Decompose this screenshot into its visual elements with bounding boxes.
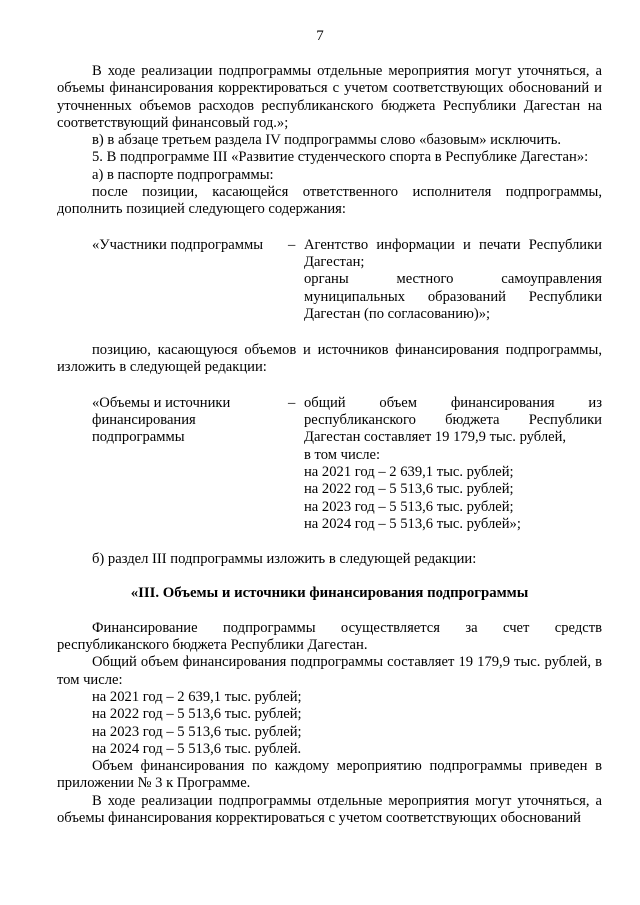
paragraph-9: Общий объем финансирования подпрограммы составляет 19 179,9 тыс. рублей, в том числе: bbox=[57, 654, 602, 688]
entry-value-line: на 2024 год – 5 513,6 тыс. рублей»; bbox=[304, 515, 521, 532]
year-line-2022: на 2022 год – 5 513,6 тыс. рублей; bbox=[92, 706, 302, 723]
entry-value-line: в том числе: bbox=[304, 446, 381, 463]
paragraph-3: 5. В подпрограмме III «Развитие студенческого спорта в Республике Дагестан»: bbox=[92, 149, 589, 166]
year-line-2021: на 2021 год – 2 639,1 тыс. рублей; bbox=[92, 688, 302, 705]
entry-value-line: на 2021 год – 2 639,1 тыс. рублей; bbox=[304, 463, 514, 480]
document-body bbox=[57, 63, 602, 827]
entry-value-line: общий объем финансирования из республиканского бюджета Республики Дагестан составляет 19 179,9 тыс. рублей, bbox=[304, 394, 602, 446]
entry-value bbox=[304, 395, 602, 533]
passport-entry-participants bbox=[57, 237, 602, 323]
entry-value-line: органы местного самоуправления муниципальных образований Республики Дагестан (по согласованию)»; bbox=[304, 271, 602, 322]
paragraph-4: а) в паспорте подпрограммы: bbox=[92, 166, 274, 183]
paragraph-8: Финансирование подпрограммы осуществляется за счет средств республиканского бюджета Республики Дагестан. bbox=[57, 619, 602, 654]
section-heading: «III. Объемы и источники финансирования подпрограммы bbox=[130, 585, 529, 602]
spacer bbox=[57, 533, 602, 551]
spacer bbox=[57, 219, 602, 237]
paragraph-1: В ходе реализации подпрограммы отдельные мероприятия могут уточняться, а объемы финансирования корректироваться с учетом соответствующих обоснований и уточненных объемов расходов республиканского бюджета Республики Дагестан на соответствующий финансовый год.»; bbox=[57, 63, 602, 131]
paragraph-5: после позиции, касающейся ответственного исполнителя подпрограммы, дополнить позицией следующего содержания: bbox=[57, 184, 602, 218]
paragraph-6: позицию, касающуюся объемов и источников финансирования подпрограммы, изложить в следующей редакции: bbox=[57, 342, 602, 376]
entry-dash: – bbox=[288, 236, 296, 253]
entry-value bbox=[304, 237, 602, 323]
paragraph-7: б) раздел III подпрограммы изложить в следующей редакции: bbox=[92, 551, 477, 568]
spacer bbox=[57, 323, 602, 342]
page-number: 7 bbox=[316, 28, 324, 44]
passport-entry-funding bbox=[57, 395, 602, 533]
entry-value-line: на 2022 год – 5 513,6 тыс. рублей; bbox=[304, 481, 514, 498]
year-line-2024: на 2024 год – 5 513,6 тыс. рублей. bbox=[92, 740, 302, 757]
year-line-2023: на 2023 год – 5 513,6 тыс. рублей; bbox=[92, 723, 302, 740]
paragraph-10: Объем финансирования по каждому мероприятию подпрограммы приведен в приложении № 3 к Программе. bbox=[57, 758, 602, 792]
entry-label: «Участники подпрограммы bbox=[92, 236, 264, 253]
paragraph-11: В ходе реализации подпрограммы отдельные мероприятия могут уточняться, а объемы финансирования корректироваться с учетом соответствующих обоснований bbox=[57, 792, 602, 826]
entry-dash: – bbox=[288, 394, 296, 411]
entry-value-line: Агентство информации и печати Республики Дагестан; bbox=[304, 236, 602, 270]
spacer bbox=[57, 568, 602, 585]
spacer bbox=[57, 377, 602, 395]
entry-label: «Объемы и источники финансирования подпрограммы bbox=[92, 394, 231, 446]
spacer bbox=[57, 603, 602, 620]
paragraph-2: в) в абзаце третьем раздела IV подпрограммы слово «базовым» исключить. bbox=[92, 132, 561, 149]
entry-value-line: на 2023 год – 5 513,6 тыс. рублей; bbox=[304, 498, 514, 515]
